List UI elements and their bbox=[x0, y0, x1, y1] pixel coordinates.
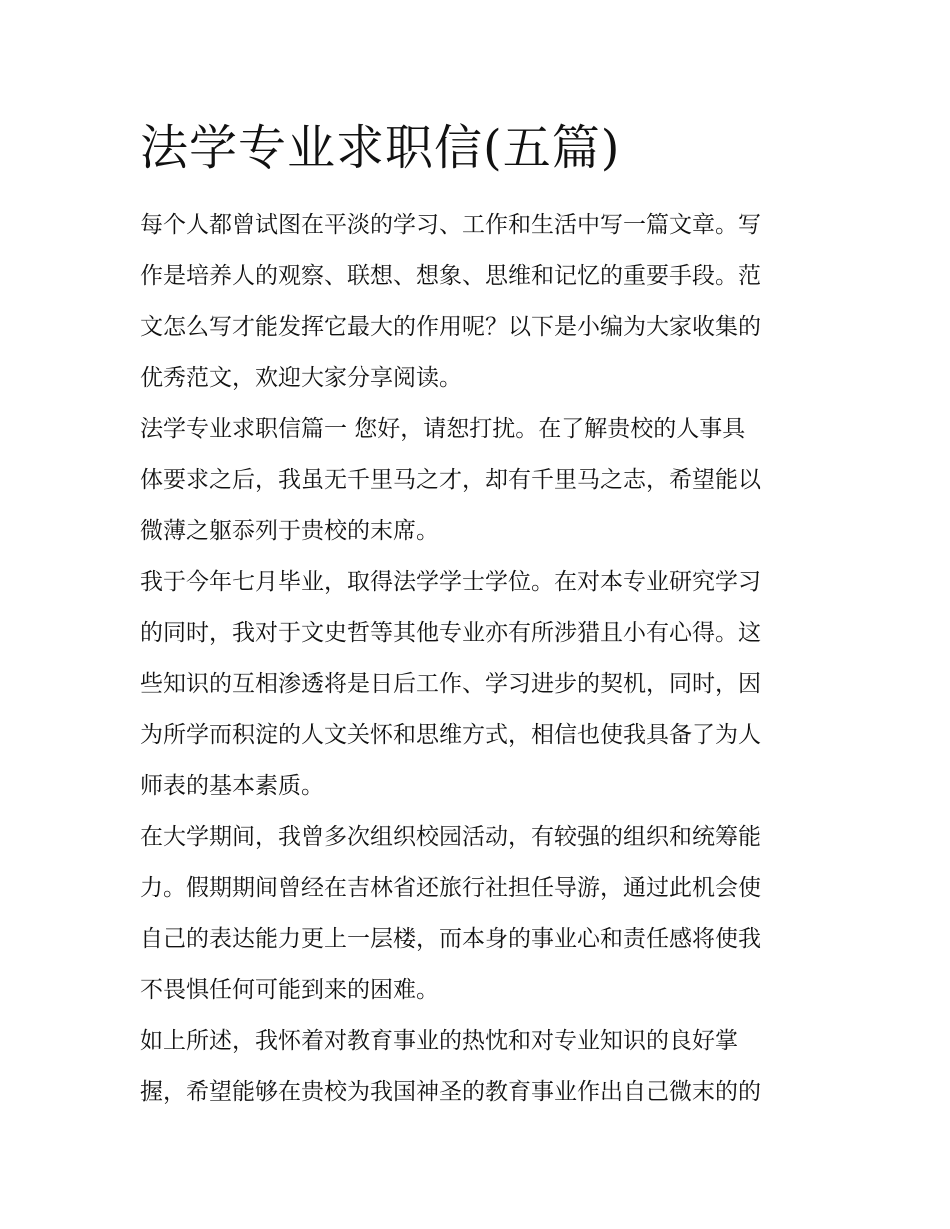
body-line: 师表的基本素质。 bbox=[140, 773, 324, 799]
body-line: 力。假期期间曾经在吉林省还旅行社担任导游，通过此机会使 bbox=[140, 875, 761, 901]
body-line: 我于今年七月毕业，取得法学学士学位。在对本专业研究学习 bbox=[140, 569, 761, 595]
body-line: 不畏惧任何可能到来的困难。 bbox=[140, 977, 439, 1003]
body-line: 为所学而积淀的人文关怀和思维方式，相信也使我具备了为人 bbox=[140, 722, 761, 748]
body-line: 自己的表达能力更上一层楼，而本身的事业心和责任感将使我 bbox=[140, 926, 761, 952]
body-line: 法学专业求职信篇一 您好，请恕打扰。在了解贵校的人事具 bbox=[140, 416, 746, 442]
body-line: 如上所述，我怀着对教育事业的热忱和对专业知识的良好掌 bbox=[140, 1028, 738, 1054]
body-line: 微薄之躯忝列于贵校的末席。 bbox=[140, 518, 439, 544]
body-line: 体要求之后，我虽无千里马之才，却有千里马之志，希望能以 bbox=[140, 467, 761, 493]
body-line: 握，希望能够在贵校为我国神圣的教育事业作出自己微末的的 bbox=[140, 1079, 761, 1105]
body-line: 每个人都曾试图在平淡的学习、工作和生活中写一篇文章。写 bbox=[140, 212, 761, 238]
body-line: 作是培养人的观察、联想、想象、思维和记忆的重要手段。范 bbox=[140, 263, 761, 289]
document-body bbox=[140, 200, 812, 1118]
body-line: 些知识的互相渗透将是日后工作、学习进步的契机，同时，因 bbox=[140, 671, 761, 697]
body-line: 优秀范文，欢迎大家分享阅读。 bbox=[140, 365, 462, 391]
body-line: 在大学期间，我曾多次组织校园活动，有较强的组织和统筹能 bbox=[140, 824, 761, 850]
page-title: 法学专业求职信(五篇) bbox=[140, 120, 621, 176]
body-line: 文怎么写才能发挥它最大的作用呢？以下是小编为大家收集的 bbox=[140, 314, 761, 340]
body-line: 的同时，我对于文史哲等其他专业亦有所涉猎且小有心得。这 bbox=[140, 620, 761, 646]
